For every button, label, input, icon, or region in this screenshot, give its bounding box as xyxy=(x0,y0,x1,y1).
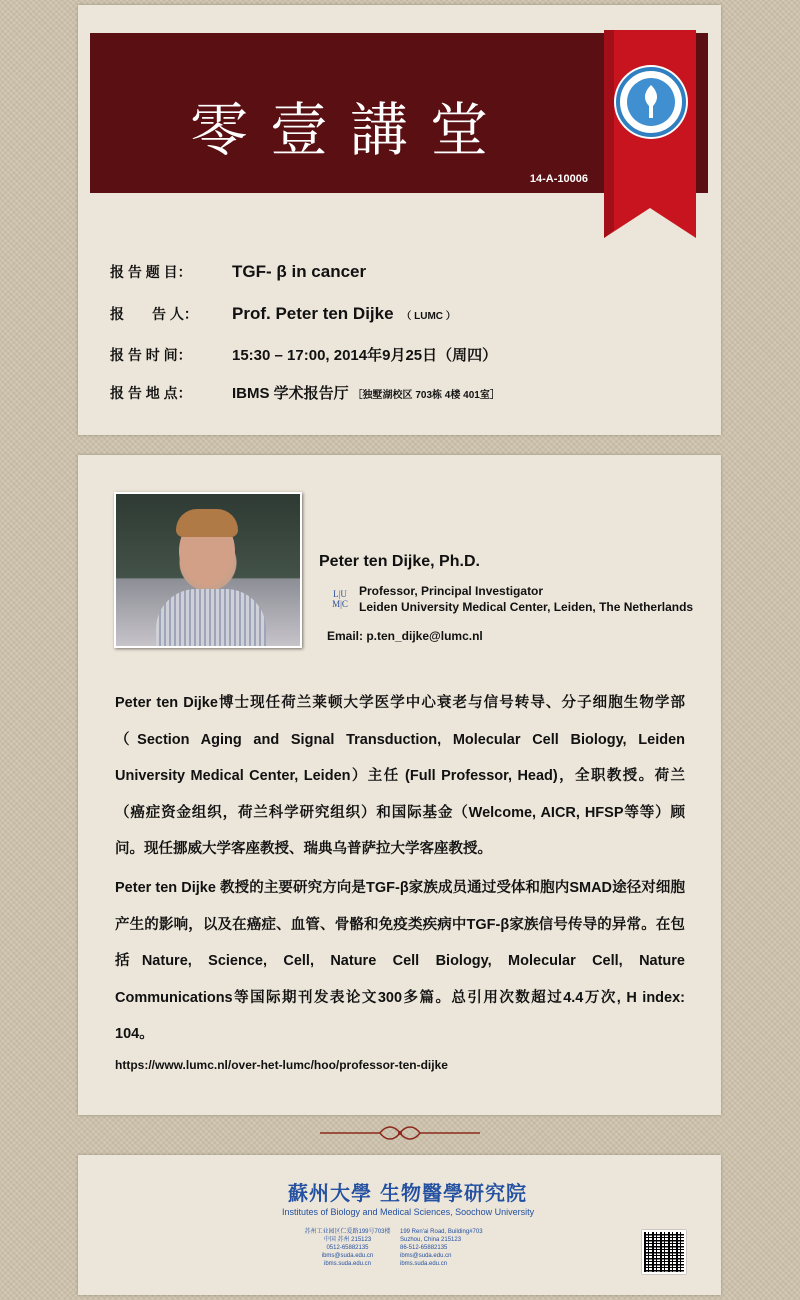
lumc-logo: L|U M|C xyxy=(332,589,348,609)
info-row-title xyxy=(110,262,366,282)
info-row-location xyxy=(110,382,500,403)
info-label: 报 告 人： xyxy=(110,306,198,322)
bio-paragraph-2: Peter ten Dijke 教授的主要研究方向是TGF-β家族成员通过受体和胞内SMAD途径对细胞产生的影响，以及在癌症、血管、骨骼和免疫类疾病中TGF-β家族信号传导的异常。在包括Nature, Science, Cell, Nature Cell Biology, Molecular Cell, Nature Communications等国际期刊发表论文300多篇。总引用次数超过4.4万次, H index: 104。 xyxy=(115,880,685,1042)
speaker-position: Professor, Principal Investigator xyxy=(359,584,544,598)
info-label: 报 告 题 目： xyxy=(110,264,192,280)
institute-name-cn: 蘇州大學 生物醫學研究院 xyxy=(288,1181,527,1205)
address-cn: 苏州工业园区仁爱路199号703楼 中国 苏州 215123 0512-65882135 ibms@suda.edu.cn ibms.suda.edu.cn xyxy=(304,1229,391,1267)
info-note: ［独墅湖校区 703栋 4楼 401室］ xyxy=(352,390,500,401)
speaker-email[interactable]: Email: p.ten_dijke@lumc.nl xyxy=(327,629,483,643)
info-note: （ LUMC ） xyxy=(401,311,456,322)
footer-panel xyxy=(78,1155,721,1295)
lecture-series-title: 零壹講堂 xyxy=(189,96,510,164)
institute-name-en: Institutes of Biology and Medical Sciences, Soochow University xyxy=(282,1207,535,1217)
speaker-affiliation: Leiden University Medical Center, Leiden, The Netherlands xyxy=(359,600,694,614)
ornament-divider xyxy=(320,1125,480,1141)
info-label: 报 告 地 点： xyxy=(110,385,192,401)
institute-badge-ribbon xyxy=(604,30,696,238)
speaker-profile-link[interactable]: https://www.lumc.nl/over-het-lumc/hoo/professor-ten-dijke xyxy=(115,1058,448,1072)
speaker-photo xyxy=(114,492,302,648)
lecture-code: 14-A-10006 xyxy=(529,173,588,185)
info-value: Prof. Peter ten Dijke xyxy=(232,304,394,323)
info-value: TGF- β in cancer xyxy=(232,262,367,281)
speaker-name: Peter ten Dijke, Ph.D. xyxy=(319,553,480,570)
info-row-speaker xyxy=(110,304,456,324)
address-en: 199 Ren'ai Road, Building#703 Suzhou, China 215123 86-512-65882135 ibms@suda.edu.cn ibms.suda.edu.cn xyxy=(400,1229,483,1267)
info-value: IBMS 学术报告厅 xyxy=(232,385,349,402)
info-label: 报 告 时 间： xyxy=(110,347,192,363)
bio-paragraph-1: Peter ten Dijke博士现任荷兰莱顿大学医学中心衰老与信号转导、分子细胞生物学部（Section Aging and Signal Transduction, Molecular Cell Biology, Leiden University Medical Center, Leiden）主任 (Full Professor, Head)，全职教授。荷兰（癌症资金组织，荷兰科学研究组织）和国际基金（Welcome, AICR, HFSP等等）顾问。现任挪威大学客座教授、瑞典乌普萨拉大学客座教授。 xyxy=(115,695,685,857)
qr-code[interactable] xyxy=(642,1230,686,1274)
info-row-time xyxy=(110,344,497,365)
info-value: 15:30 – 17:00, 2014年9月25日（周四） xyxy=(232,347,498,364)
